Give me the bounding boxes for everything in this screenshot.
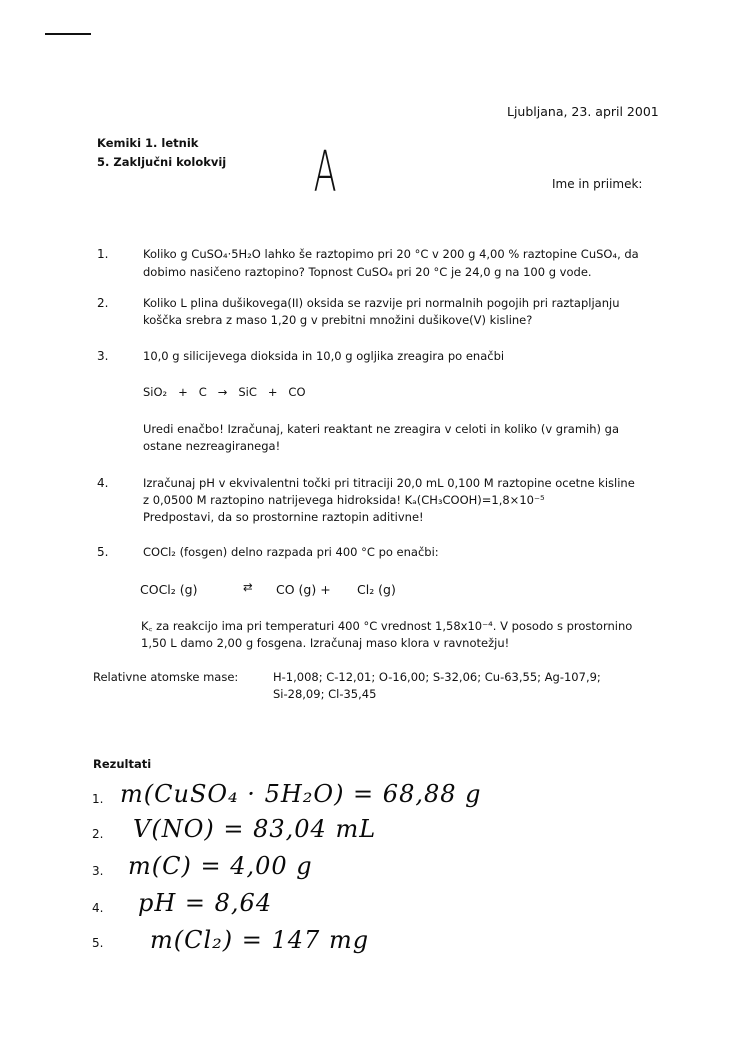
course-label: Kemiki 1. letnik [97,136,199,150]
results-title: Rezultati [93,757,152,771]
name-label: Ime in priimek: [552,177,643,191]
equation-reactant: COCl₂ (g) [140,582,198,597]
question-text: ostane nezreagiranega! [143,439,281,453]
question-text: Predpostavi, da so prostornine raztopin aditivne! [143,510,424,524]
result-number: 3. [92,864,104,878]
question-number: 1. [97,247,109,261]
atomic-masses-values: Si-28,09; Cl-35,45 [273,687,377,701]
question-text: Koliko g CuSO₄·5H₂O lahko še raztopimo pri 20 °C v 200 g 4,00 % raztopine CuSO₄, da [143,247,639,261]
date: Ljubljana, 23. april 2001 [507,104,659,119]
question-text: K꜀ za reakcijo ima pri temperaturi 400 °C vrednost 1,58x10⁻⁴. V posodo s prostornino [141,619,633,633]
atomic-masses-values: H-1,008; C-12,01; O-16,00; S-32,06; Cu-63,55; Ag-107,9; [273,670,601,684]
question-text: Koliko L plina dušikovega(II) oksida se razvije pri normalnih pogojih pri raztapljanju [143,296,620,310]
question-number: 2. [97,296,109,310]
question-number: 5. [97,545,109,559]
result-number: 2. [92,827,104,841]
question-text: z 0,0500 M raztopino natrijevega hidroksida! Kₐ(CH₃COOH)=1,8×10⁻⁵ [143,493,545,507]
result-number: 5. [92,936,104,950]
result-answer: m(C) = 4,00 g [128,852,313,880]
question-text: 1,50 L damo 2,00 g fosgena. Izračunaj maso klora v ravnotežju! [141,636,510,650]
result-number: 1. [92,792,104,806]
question-number: 3. [97,349,109,363]
result-answer: m(CuSO₄ · 5H₂O) = 68,88 g [120,780,482,808]
question-text: Uredi enačbo! Izračunaj, kateri reaktant ne zreagira v celoti in koliko (v gramih) ga [143,422,620,436]
equation-product: Cl₂ (g) [357,582,396,597]
result-answer: V(NO) = 83,04 mL [133,815,377,843]
equation-product: CO (g) + [276,582,331,597]
question-text: COCl₂ (fosgen) delno razpada pri 400 °C po enačbi: [143,545,439,559]
scan-mark-line [45,33,91,35]
question-text: koščka srebra z maso 1,20 g v prebitni množini dušikove(V) kisline? [143,313,533,327]
question-text: Izračunaj pH v ekvivalentni točki pri titraciji 20,0 mL 0,100 M raztopine ocetne kisline [143,476,635,490]
chemical-equation: SiO₂ + C → SiC + CO [143,385,306,399]
question-text: dobimo nasičeno raztopino? Topnost CuSO₄ pri 20 °C je 24,0 g na 100 g vode. [143,265,592,279]
atomic-masses-label: Relativne atomske mase: [93,670,239,684]
question-text: 10,0 g silicijevega dioksida in 10,0 g ogljika zreagira po enačbi [143,349,505,363]
result-answer: m(Cl₂) = 147 mg [150,926,370,954]
result-answer: pH = 8,64 [138,889,273,917]
exam-title: 5. Zaključni kolokvij [97,155,227,169]
question-number: 4. [97,476,109,490]
equilibrium-arrow: ⇄ [243,580,253,594]
result-number: 4. [92,901,104,915]
exam-variant: A [313,140,337,205]
